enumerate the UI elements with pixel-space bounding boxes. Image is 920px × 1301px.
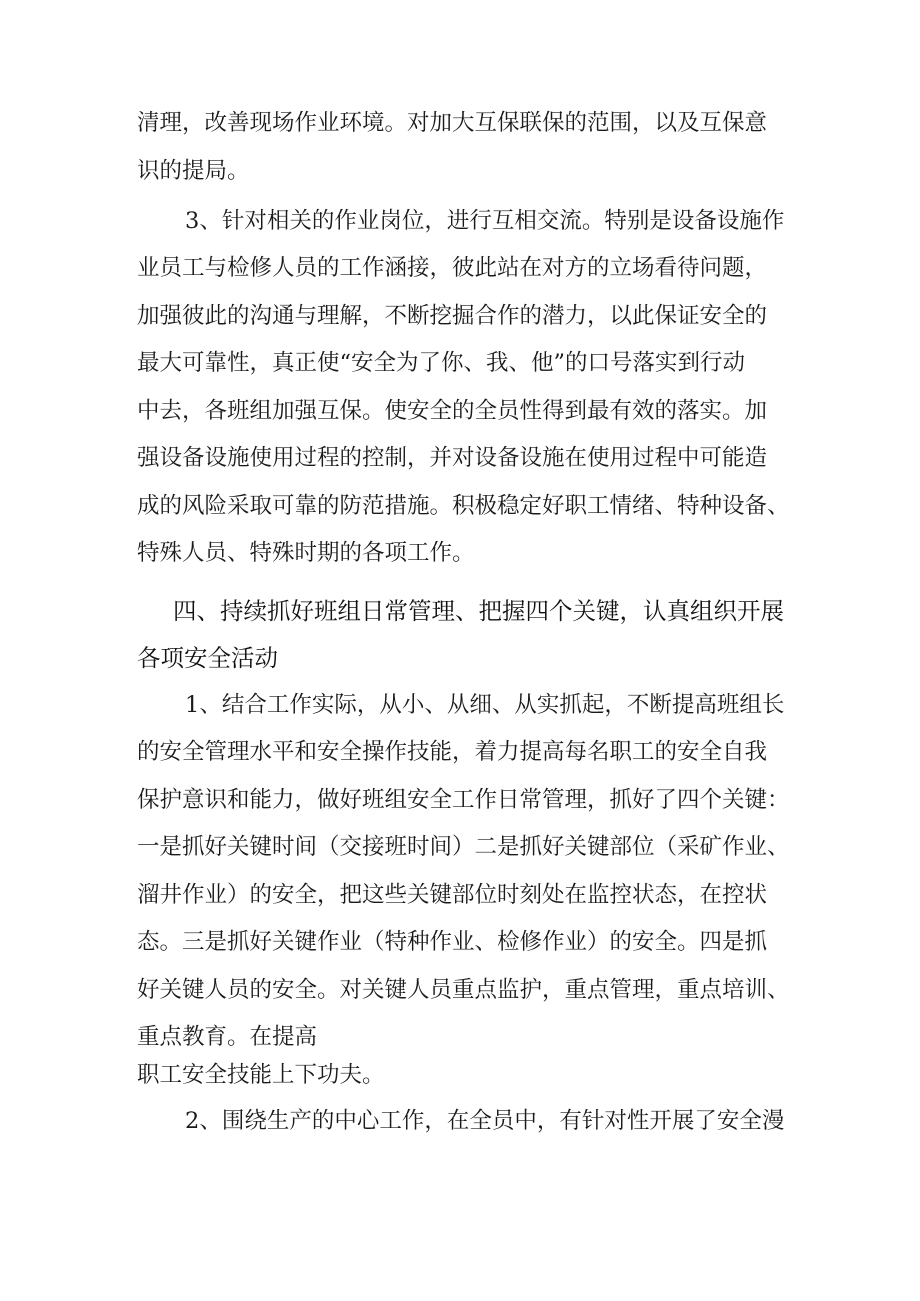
text-line: 加强彼此的沟通与理解，不断挖掘合作的潜力，以此保证安全的	[137, 303, 768, 329]
text-line: 好关键人员的安全。对关键人员重点监护，重点管理，重点培训、	[137, 977, 790, 1003]
text-line: 识的提局。	[137, 158, 250, 184]
text-line: 业员工与检修人员的工作涵接，彼此站在对方的立场看待问题，	[137, 255, 768, 281]
text-line: 3、针对相关的作业岗位，进行互相交流。特别是设备设施作	[185, 208, 785, 234]
text-line: 重点教育。在提高	[137, 1024, 318, 1050]
text-line: 保护意识和能力，做好班组安全工作日常管理，抓好了四个关键：	[137, 787, 790, 813]
text-line: 成的风险采取可靠的防范措施。积极稳定好职工情绪、特种设备、	[137, 493, 790, 519]
heading-line: 各项安全活动	[137, 644, 278, 672]
text-line: 特殊人员、特殊时期的各项工作。	[137, 540, 475, 566]
text-line: 态。三是抓好关键作业（特种作业、检修作业）的安全。四是抓	[137, 929, 768, 955]
text-line: 最大可靠性，真正使“安全为了你、我、他”的口号落实到行动	[137, 350, 746, 376]
text-line: 2、围绕生产的中心工作，在全员中，有针对性开展了安全漫	[185, 1108, 785, 1134]
text-line: 一是抓好关键时间（交接班时间）二是抓好关键部位（采矿作业、	[137, 834, 790, 860]
text-line: 中去，各班组加强互保。使安全的全员性得到最有效的落实。加	[137, 398, 768, 424]
text-line: 的安全管理水平和安全操作技能，着力提高每名职工的安全自我	[137, 739, 768, 765]
text-line: 职工安全技能上下功夫。	[137, 1062, 385, 1088]
text-line: 溜井作业）的安全，把这些关键部位时刻处在监控状态，在控状	[137, 882, 768, 908]
heading-line: 四、持续抓好班组日常管理、把握四个关键，认真组织开展	[173, 597, 784, 625]
text-line: 清理，改善现场作业环境。对加大互保联保的范围，以及互保意	[137, 110, 768, 136]
text-line: 1、结合工作实际，从小、从细、从实抓起，不断提高班组长	[185, 692, 785, 718]
text-line: 强设备设施使用过程的控制，并对设备设施在使用过程中可能造	[137, 445, 768, 471]
